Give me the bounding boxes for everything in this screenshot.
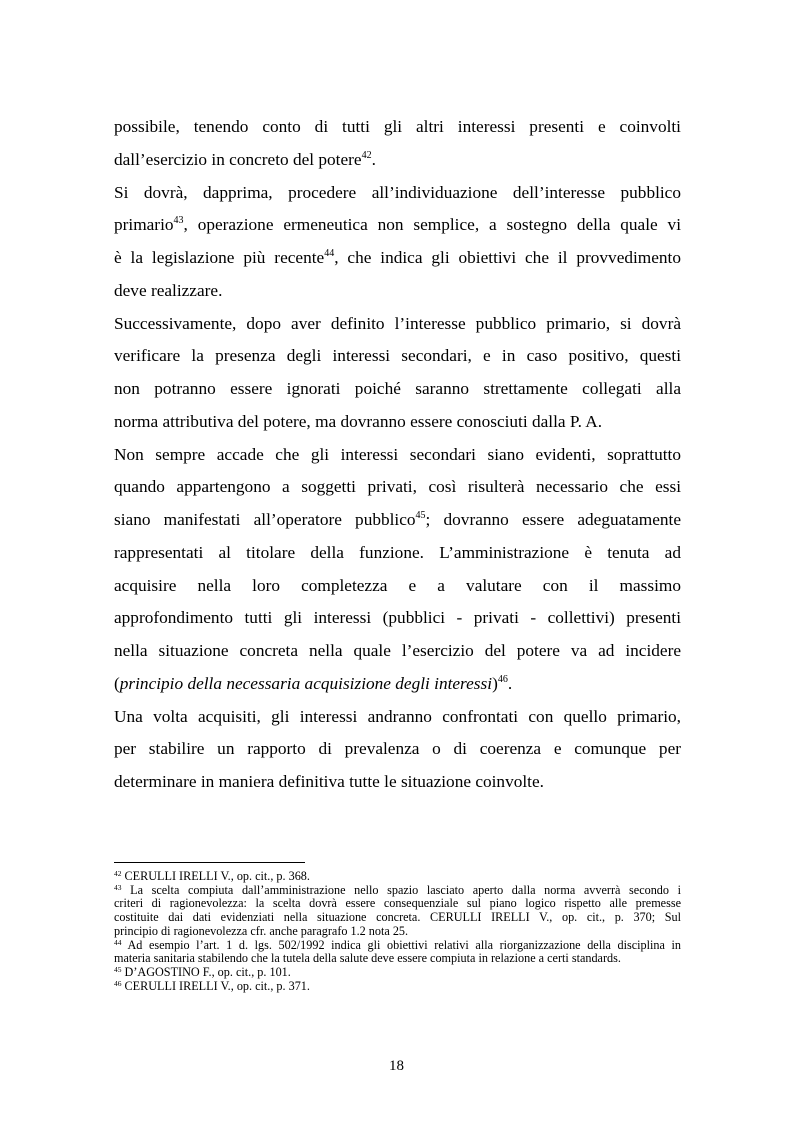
footnote-ref-46: 46 — [497, 673, 508, 685]
footnote-text: La scelta compiuta dall’amministrazione nello spazio lasciato aperto dalla norma avverrà secondo i — [121, 882, 681, 897]
footnote-line: principio di ragionevolezza cfr. anche paragrafo 1.2 nota 25. — [114, 923, 409, 938]
footnote-separator — [114, 862, 305, 863]
footnote-text: Ad esempio l’art. 1 d. lgs. 502/1992 indica gli obiettivi relativi alla riorganizzazione della disciplina in — [121, 937, 681, 952]
footnotes — [114, 870, 681, 993]
text-line: Si dovrà, dapprima, procedere all’individuazione dell’interesse pubblico — [114, 182, 681, 202]
footnote-line — [114, 939, 681, 953]
text-line — [114, 209, 681, 242]
footnote-line: materia sanitaria stabilendo che la tutela della salute deve essere compiuta in relazione a certi standards. — [114, 951, 621, 966]
text-segment: norma attributiva del potere, ma dovranno essere conosciuti dalla P. A. — [114, 411, 603, 431]
footnote-43 — [114, 884, 681, 939]
footnote-number: 45 — [114, 964, 122, 974]
text-line: acquisire nella loro completezza e a valutare con il massimo — [114, 575, 681, 595]
paragraph — [114, 439, 681, 701]
footnote-ref-42: 42 — [361, 149, 372, 161]
text-segment: ; dovranno essere adeguatamente — [425, 510, 681, 529]
paragraph — [114, 308, 681, 439]
text-segment: , operazione ermeneutica non semplice, a sostegno della quale vi — [183, 215, 681, 235]
text-segment: . — [371, 149, 376, 169]
text-line: Una volta acquisiti, gli interessi andranno confrontati con quello primario, — [114, 706, 681, 726]
text-line: non potranno essere ignorati poiché saranno strettamente collegati alla — [114, 379, 681, 398]
footnote-number: 46 — [114, 978, 122, 988]
text-segment: dall’esercizio in concreto del potere — [114, 149, 362, 169]
footnote-number: 42 — [114, 869, 122, 878]
footnote-ref-43: 43 — [173, 215, 184, 227]
footnote-text: D’AGOSTINO F., op. cit., p. 101. — [121, 964, 291, 979]
footnote-line — [114, 884, 681, 898]
footnote-line: costituite dai dati evidenziati nella situazione concreta. CERULLI IRELLI V., op. cit., p. 370; Sul — [114, 910, 681, 925]
text-line: rappresentati al titolare della funzione. L’amministrazione è tenuta ad — [114, 542, 681, 562]
text-segment: primario — [114, 215, 174, 235]
text-line — [114, 504, 681, 537]
text-line: per stabilire un rapporto di prevalenza o di coerenza e comunque per — [114, 739, 681, 759]
text-segment: , che indica gli obiettivi che il provvedimento — [334, 248, 681, 267]
text-line: approfondimento tutti gli interessi (pubblici - privati - collettivi) presenti — [114, 608, 681, 628]
footnote-text: CERULLI IRELLI V., op. cit., p. 371. — [121, 978, 310, 993]
text-segment: determinare in maniera definitiva tutte le situazione coinvolte. — [114, 772, 544, 791]
text-segment: ) — [492, 673, 498, 693]
text-segment: . — [507, 673, 513, 693]
footnote-number: 43 — [114, 882, 122, 892]
text-line: possibile, tenendo conto di tutti gli altri interessi presenti e coinvolti — [114, 117, 681, 136]
footnote-44 — [114, 939, 681, 966]
footnote-ref-45: 45 — [415, 510, 426, 521]
text-segment: è la legislazione più recente — [114, 248, 325, 267]
paragraph — [114, 701, 681, 799]
footnote-number: 44 — [114, 937, 122, 947]
body-text — [114, 111, 681, 799]
text-line: verificare la presenza degli interessi secondari, e in caso positivo, questi — [114, 346, 681, 366]
text-line: quando appartengono a soggetti privati, così risulterà necessario che essi — [114, 477, 681, 497]
page-number: 18 — [389, 1058, 404, 1074]
text-segment: deve realizzare. — [114, 280, 223, 300]
footnote-46 — [114, 980, 681, 994]
footnote-ref-44: 44 — [324, 248, 335, 259]
text-line: nella situazione concreta nella quale l’esercizio del potere va ad incidere — [114, 641, 681, 660]
paragraph — [114, 177, 681, 308]
text-line — [114, 242, 681, 275]
text-segment: ( — [114, 673, 120, 693]
text-line: Non sempre accade che gli interessi secondari siano evidenti, soprattutto — [114, 444, 681, 464]
footnote-42 — [114, 870, 681, 884]
footnote-text: CERULLI IRELLI V., op. cit., p. 368. — [121, 869, 310, 883]
text-segment: siano manifestati all’operatore pubblico — [114, 510, 416, 529]
paragraph — [114, 111, 681, 177]
italic-principle: principio della necessaria acquisizione degli interessi — [119, 673, 493, 693]
footnote-line: criteri di ragionevolezza: la scelta dovrà essere consequenziale sul piano logico rispetto alle premesse — [114, 896, 681, 911]
text-line: Successivamente, dopo aver definito l’interesse pubblico primario, si dovrà — [114, 313, 681, 333]
footnote-45 — [114, 966, 681, 980]
